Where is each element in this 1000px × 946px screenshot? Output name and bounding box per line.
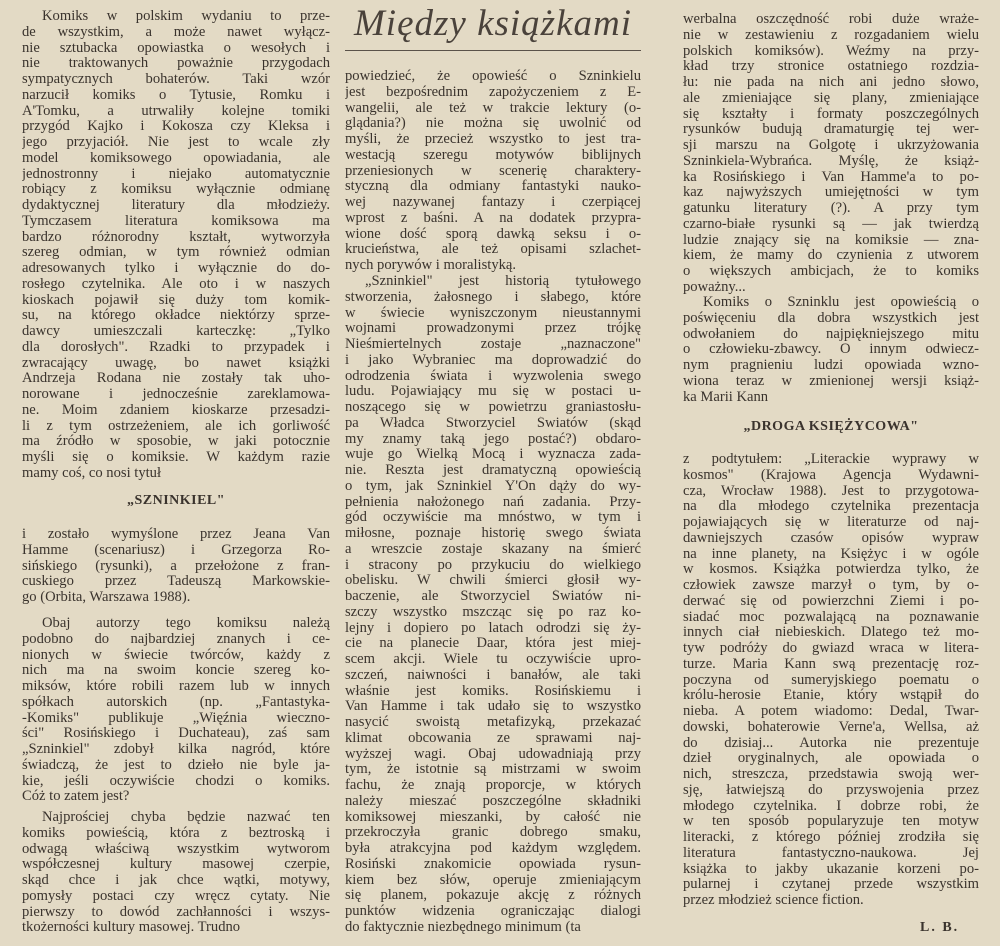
text-line: tyw podróży do gwiazd wraca w litera- [683, 641, 979, 656]
text-line: o większych ambicjach, że to komiks [683, 264, 979, 279]
text-line: miksów, które robili razem lub w innych [22, 679, 330, 694]
text-line: turze. Maria Kann swą prezentację roz- [683, 656, 979, 672]
text-line: sji marszu na Golgotę i ukrzyżowania [683, 138, 979, 153]
text-line: Tymczasem literatura komiksowa ma [22, 213, 330, 229]
text-line: przygód Kajko i Kokosza czy Kleksa i [22, 119, 330, 135]
text-line: dawcy umieszczali karteczkę: „Tylko [22, 324, 330, 339]
text-line: fachu, że znają proporcje, w których [345, 778, 641, 793]
text-line: ludu. Pojawiający mu się w postaci u- [345, 384, 641, 400]
text-line: gód oczywiście ma mnóstwo, w tym i [345, 510, 641, 526]
text-line: norowane i jednocześnie zareklamowa- [22, 387, 330, 402]
text-line: należy mieszać poszczególne składniki [345, 793, 641, 809]
text-line: miłosne, poznaje historię swego świata [345, 526, 641, 541]
text-line: była atrakcyjna pod każdym względem. [345, 841, 641, 856]
text-line: sympatycznych bohaterów. Taki wzór [22, 72, 330, 87]
text-line: Cóż to zatem jest? [22, 789, 130, 805]
text-line: „Szninkiel" zdobył kilka nagród, które [22, 742, 330, 757]
text-line: szereg odmian, w tym również odmian [22, 245, 330, 261]
text-line: lejny i dopiero po latach odrodzi się ży- [345, 620, 641, 636]
text-line: wuje go Wielką Mocą i wyznacza zada- [345, 447, 641, 463]
text-line: łu: nie pada na nich ani jedno słowo, [683, 75, 979, 90]
text-line: wyższej wagi. Obaj udowadniają przy [345, 746, 641, 762]
text-line: cie na planecie Daar, która jest miej- [345, 636, 641, 652]
text-line: mamy coś, co nosi tytuł [22, 465, 162, 481]
text-line: nie traktowanych poważnie przygodach [22, 56, 330, 72]
text-line: Hamme (scenariusz) i Grzegorza Ro- [22, 542, 330, 558]
text-line: pełnienia nałożonego nań zadania. Przy- [345, 494, 641, 510]
text-line: derwać się od powierzchni Ziemi i po- [683, 593, 979, 609]
text-line: punktów widzenia ograniczając dialogi [345, 904, 641, 919]
text-line: dzieł oryginalnych, ale opowiada o [683, 751, 979, 767]
text-line: krucieństwa, ale też opisami szlachet- [345, 242, 641, 258]
text-line: wione dość sporą dawką seksu i o- [345, 226, 641, 242]
text-line: i zostało wymyślone przez Jeana Van [22, 527, 330, 542]
text-line: Andrzeja Rodana nie zostały tak uho- [22, 371, 330, 387]
text-line: su, na którego okładce niektórzy sprze- [22, 308, 330, 324]
text-line: poczyna od sumeryjskiego poematu o [683, 672, 979, 688]
text-line: -Komiks" publikuje „Więźnia wieczno- [22, 710, 330, 726]
text-line: ne. Moim zdaniem kioskarze przesadzi- [22, 402, 330, 418]
text-line: odwagą właściwą wszystkim wytworom [22, 841, 330, 857]
text-line: pierwszy to dowód zachłanności i wszys- [22, 904, 330, 920]
text-line: w ten sposób popularyzuje ten motyw [683, 814, 979, 830]
text-line: przekroczyła granic dobrego smaku, [345, 825, 641, 841]
text-line: a wreszcie zostaje skazany na śmierć [345, 541, 641, 557]
text-line: nie sztubacka opowiastka o wesołych i [22, 40, 330, 56]
text-line: wojnami prowadzonymi przez trójkę [345, 321, 641, 337]
text-line: rosłego czytelnika. Ale oto i w naszych [22, 276, 330, 292]
title-rule [345, 50, 641, 51]
text-line: nich ma na swoim koncie szereg ko- [22, 663, 330, 679]
paragraph [683, 295, 979, 405]
paragraph [683, 12, 979, 296]
text-line: ale zmieniające się plany, zmieniające [683, 90, 979, 106]
paragraph [22, 810, 330, 936]
text-line: jednostronny i niejako automatycznie [22, 166, 330, 182]
text-line: A'Tomku, a utrwaliły kolejne tomiki [22, 103, 330, 119]
text-line: się kształty i formaty poszczególnych [683, 106, 979, 122]
text-line: dla dorosłych". Rzadki to przypadek i [22, 339, 330, 355]
text-line: jest bezpośrednim zapożyczeniem z E- [345, 84, 641, 100]
text-line: Komiks o Szninklu jest opowieścią o [703, 295, 979, 310]
text-line: pa Władca Stworzyciel Światów (skąd [345, 415, 641, 431]
text-line: spółkach autorskich (np. „Fantastyka- [22, 694, 330, 710]
text-line: ka Marii Kann [683, 389, 769, 405]
book-heading: „DROGA KSIĘŻYCOWA" [743, 419, 919, 434]
text-line: skąd chce i jak chce wątki, motywy, [22, 873, 330, 888]
text-line: na dla młodego czytelnika prezentacja [683, 499, 979, 515]
text-line: noszącego się w powietrzu graniastosłu- [345, 400, 641, 415]
paragraph [683, 452, 979, 909]
book-heading: „SZNINKIEL" [126, 493, 226, 508]
text-line: młodego czytelnika. I dobrze robi, że [683, 798, 979, 814]
text-line: Szninkiela-Wybrańca. Myślę, że książ- [683, 153, 979, 169]
text-line: kiem bez słów, operuje zmieniającym [345, 872, 641, 888]
text-line: w kosmos. Książka potwierdza tylko, że [683, 562, 979, 578]
text-line: właśnie jest komiks. Rosińskiemu i [345, 683, 641, 699]
text-line: literacki, z którego później zrodziła się [683, 830, 979, 845]
text-line: stworzenia, żałosnego i słabego, które [345, 289, 641, 305]
text-line: nich, streszcza, przedstawia swoją wer- [683, 767, 979, 782]
text-line: nych porywów i moralistyką. [345, 258, 517, 273]
text-line: myśli, że przecież wszystko to jest tra- [345, 132, 641, 147]
text-line: wangelii, ale też w trakcie lektury (o- [345, 100, 641, 116]
text-line: do dzisiaj... Autorka nie prezentuje [683, 735, 979, 751]
text-line: glądania?) nie można się uwolnić od [345, 116, 641, 132]
text-line: cuskiego przez Tadeuszą Markowskie- [22, 574, 330, 590]
text-line: ludzie znający się na komiksie — zna- [683, 232, 979, 248]
text-line: tym, że istotnie są mistrzami w swoim [345, 762, 641, 778]
text-line: tkożerności kultury masowej. Trudno [22, 920, 241, 936]
text-line: na inne planety, na Księżyc i w ogóle [683, 546, 979, 562]
text-line: z podtytułem: „Literackie wyprawy w [683, 452, 979, 467]
text-line: kioskach pojawił się duży tom komik- [22, 292, 330, 308]
text-line: świadczą, że jest to dzieło nie byle ja- [22, 757, 330, 773]
text-line: nie w zestawieniu z rozgadaniem wielu [683, 27, 979, 43]
paragraph [345, 274, 641, 936]
text-line: sję, łatwiejszą do przyswojenia przez [683, 782, 979, 798]
text-line: do faktycznie niezbędnego minimum (ta [345, 919, 581, 935]
text-line: o człowieku-zbawcy. O innym odwiecz- [683, 342, 979, 358]
text-line: kład trzy stronice ostatniego rozdzia- [683, 59, 979, 75]
text-line: odwołaniem do najpiękniejszego mitu [683, 326, 979, 342]
text-line: kosmos" (Krajowa Agencja Wydawni- [683, 467, 979, 483]
text-line: Nieśmiertelnych zostaje „naznaczone" [345, 337, 641, 352]
text-line: w świecie wyniszczonym nieustannymi [345, 305, 641, 321]
text-line: narzucił komiks o Tytusie, Romku i [22, 87, 330, 103]
text-line: adresowanych tylko i wyłącznie do do- [22, 261, 330, 276]
text-line: współczesnej kultury masowej czerpie, [22, 857, 330, 873]
text-line: cza, Wrocław 1988). Jest to przygotowa- [683, 483, 979, 499]
text-line: kaz najwyższych umiejętności w tym [683, 185, 979, 201]
text-line: jego przyjaciół. Nie jest to wcale zły [22, 135, 330, 150]
text-line: kie, jeśli oczywiście chodzi o komiks. [22, 773, 330, 789]
text-line: polskich komiksów). Weźmy na przy- [683, 43, 979, 59]
text-line: komiksowej mieszanki, by całość nie [345, 809, 641, 825]
text-line: nieba. A potem wiadomo: Dedal, Twar- [683, 704, 979, 719]
text-line: podobno do najbardziej znanych i ce- [22, 631, 330, 647]
text-line: książka to jakby ukazanie korzeni po- [683, 861, 979, 877]
paragraph [22, 527, 330, 606]
text-line: Obaj autorzy tego komiksu należą [42, 616, 330, 631]
text-line: gatunku literatury (?). A przy tym [683, 201, 979, 216]
text-line: westacją szeregu motywów biblijnych [345, 147, 641, 163]
text-line: model komiksowego opowiadania, ale [22, 150, 330, 166]
text-line: bardzo różnorodny kształt, wytworzyła [22, 229, 330, 245]
text-line: wiona teraz w zmienionej wersji książ- [683, 373, 979, 389]
text-line: pularnej i czytanej przede wszystkim [683, 877, 979, 893]
text-line: i stracony po przykuciu do wielkiego [345, 557, 641, 573]
text-line: nym pragnieniu ludzi opowiada wzno- [683, 358, 979, 373]
text-line: pojawiających się w literaturze od naj- [683, 515, 979, 530]
text-line: dydaktycznej literatury dla młodzieży. [22, 198, 330, 213]
text-line: przez młodzież science fiction. [683, 893, 864, 908]
text-line: o tym, jak Szninkiel Y'On dąży do wy- [345, 478, 641, 494]
text-line: literatura fantastyczno-naukowa. Jej [683, 845, 979, 861]
text-line: ka Rosińskiego i Van Hamme'a to po- [683, 169, 979, 185]
text-line: poświęceniu dla dobra wszystkich jest [683, 310, 979, 326]
text-line: przeniesionych w scenerię charaktery- [345, 163, 641, 179]
text-line: obelisku. W chwili śmierci głosił wy- [345, 573, 641, 589]
text-line: Najprościej chyba będzie nazwać ten [42, 810, 330, 825]
text-line: człowiek zawsze marzył o tym, by o- [683, 578, 979, 593]
text-line: dowski, bohaterowie Verne'a, Wellsa, aż [683, 719, 979, 735]
text-line: nionych w świecie twórców, każdy z [22, 647, 330, 663]
text-line: się planem, pokazuje akcję z różnych [345, 888, 641, 904]
text-line: powiedzieć, że opowieść o Szninkielu [345, 69, 641, 84]
text-line: li z tym ostrzeżeniem, ale ich gorliwość [22, 418, 330, 434]
text-line: poważny... [683, 279, 746, 295]
section-title: Między książkami [353, 3, 633, 44]
text-line: i jako Wybraniec ma doprowadzić do [345, 352, 641, 368]
text-line: ści" Rosińskiego i Duchateau), zaś sam [22, 726, 330, 742]
text-line: kiem, że mamy do czynienia z utworem [683, 248, 979, 264]
text-line: wprost z baśni. A na dodatek przypra- [345, 210, 641, 226]
paragraph [345, 69, 641, 274]
text-line: werbalna oszczędność robi duże wraże- [683, 12, 979, 27]
text-line: klimat obcowania ze sprawami naj- [345, 730, 641, 746]
text-line: de wszystkim, a może nawet wyłącz- [22, 24, 330, 40]
text-line: pomysły postaci czy wręcz cytaty. Nie [22, 888, 330, 904]
text-line: styczną dla odmiany fantastyki nauko- [345, 179, 641, 195]
text-line: scem akcji. Wiele tu oczywiście upro- [345, 652, 641, 667]
author-signature: L. B. [920, 920, 960, 935]
text-line: robiący z komiksu wyłącznie odmianę [22, 182, 330, 198]
text-line: siadać moc pozwalającą na poznawanie [683, 609, 979, 625]
text-line: szczeń, naiwności i banałów, ale taki [345, 667, 641, 683]
text-line: baczenie, ale Stworzyciel Światów ni- [345, 589, 641, 604]
text-line: szczy wszystko mszcząc się po raz ko- [345, 604, 641, 620]
text-line: dawniejszych czasów opisów wypraw [683, 530, 979, 546]
text-line: czarno-białe rysunki są — jak twierdzą [683, 216, 979, 232]
text-line: innych ciał niebieskich. Dlatego też mo- [683, 625, 979, 641]
text-line: Van Hamme i tak udało się to wszystko [345, 699, 641, 715]
text-line: wej nazywanej fantazy i czerpiącej [345, 195, 641, 210]
paragraph [22, 9, 330, 482]
text-line: sińskiego (rysunki), a przełożone z fran- [22, 558, 330, 574]
text-line: zwracający uwagę, bo nawet książki [22, 355, 330, 371]
paragraph [22, 616, 330, 805]
text-line: nie. Reszta jest dramatyczną opowieścią [345, 463, 641, 478]
text-line: ma źródło w sposobie, w jaki potocznie [22, 434, 330, 450]
text-line: my znamy taką jego postać?) obdaro- [345, 431, 641, 447]
text-line: królu-herosie Etanie, który wstąpił do [683, 688, 979, 704]
text-line: myśli się o komiksie. W każdym razie [22, 450, 330, 465]
text-line: Komiks w polskim wydaniu to prze- [42, 9, 330, 24]
text-line: Rosiński znakomicie opowiada rysun- [345, 856, 641, 872]
text-line: go (Orbita, Warszawa 1988). [22, 590, 191, 605]
text-line: odrodzenia świata i wyzwolenia swego [345, 368, 641, 384]
text-line: rysunków budują dramaturgię tej wer- [683, 122, 979, 138]
text-line: nasycić swoistą metafizyką, przekazać [345, 715, 641, 730]
text-line: „Szninkiel" jest historią tytułowego [365, 274, 641, 289]
text-line: komiks powieścią, która z beztroską i [22, 825, 330, 841]
